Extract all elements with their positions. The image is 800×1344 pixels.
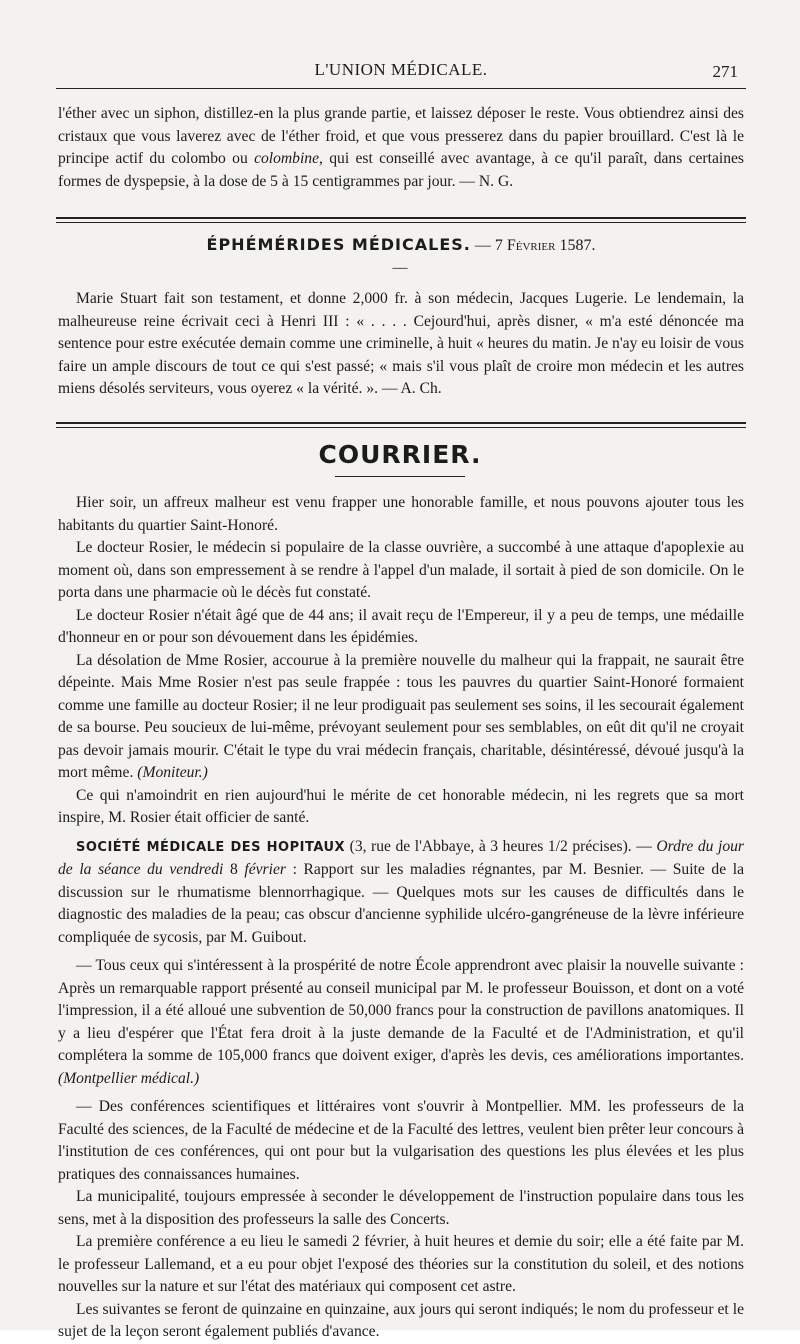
paragraph-10: La première conférence a eu lieu le samedi 2 février, à huit heures et demie du soir; elle a été faite par M. le professeur Lallemand, et a eu pour objet l'exposé des théories sur la constitution du soleil, et des notions nouvelles sur la nature et sur l'état des matériaux qui composent cet astre. [58, 1233, 744, 1295]
running-header [56, 58, 746, 82]
ephemerides-heading-dash: — 7 [470, 237, 507, 254]
paragraph-1: Hier soir, un affreux malheur est venu frapper une honorable famille, et nous pouvons ajouter tous les habitants du quartier Saint-Honoré. [58, 494, 744, 534]
intro-paragraph [58, 103, 744, 193]
paragraph-3: Le docteur Rosier n'était âgé que de 44 ans; il avait reçu de l'Empereur, il y a peu de temps, une médaille d'honneur en or pour son dévouement dans les épidémies. [58, 606, 744, 646]
order-of-day: Ordre du jour de la séance du vendredi [58, 837, 744, 878]
session-month: février [244, 861, 286, 878]
intro-text-1: l'éther avec un siphon, distillez-en la plus grande partie, et laissez déposer le reste. Vous obtiendrez ainsi des cristaux que vous laverez avec de l'éther froid, et que vous presserez dans du papier brouillard. C'est là le principe actif du colombo ou [58, 105, 744, 167]
section-divider-bottom [56, 222, 746, 223]
society-address: (3, rue de l'Abbaye, à 3 heures 1/2 précises). — [345, 837, 657, 855]
courrier-heading: COURRIER. [318, 440, 482, 469]
ephemerides-heading-year: 1587. [555, 237, 596, 254]
paragraph-11: Les suivantes se feront de quinzaine en quinzaine, aux jours qui seront indiqués; le nom du professeur et le sujet de la leçon seront également publiés d'avance. [58, 1300, 744, 1340]
courrier-body [58, 492, 744, 1344]
header-rule [56, 88, 746, 89]
ephemerides-text: Marie Stuart fait son testament, et donne 2,000 fr. à son médecin, Jacques Lugerie. Le lendemain, la malheureuse reine écrivait ceci à Henri III : « . . . . Cejourd'hui, après disner, « m'a esté dénoncée ma sentence pour estre exécutée demain comme une criminelle, à huit « heures du matin. Je n'ay eu loisir de vous faire un ample discours de tout ce qui s'est passé; « mais s'il vous plaît de croire mon médecin et les autres miens désolés serviteurs, vous oyerez « la vérité. ». — A. Ch. [58, 290, 744, 397]
paragraph-5: Ce qui n'amoindrit en rien aujourd'hui le mérite de cet honorable médecin, ni les regrets que sa mort inspire, M. Rosier était officier de santé. [58, 786, 744, 826]
society-name: SOCIÉTÉ MÉDICALE DES HOPITAUX [76, 839, 346, 855]
paragraph-4 [58, 650, 744, 785]
page-number: 271 [712, 62, 738, 81]
paragraph-9: La municipalité, toujours empressée à seconder le développement de l'instruction populaire dans tous les sens, met à la disposition des professeurs la salle des Concerts. [58, 1188, 744, 1228]
section-divider-top [56, 217, 746, 219]
intro-italic-term: colombine [254, 150, 320, 167]
ephemerides-separator: — [392, 260, 408, 276]
paragraph-2: Le docteur Rosier, le médecin si populaire de la classe ouvrière, a succombé à une attaque d'apoplexie au moment où, dans son empressement à se rendre à l'appel d'un malade, il sortait à pied de son domicile. On le porta dans une pharmacie où le décès fut constaté. [58, 539, 744, 601]
intro-text-2: , qui est conseillé avec avantage, à ce qu'il paraît, dans certaines formes de dyspepsie, à la dose de 5 à 15 centigrammes par jour. — N. G. [58, 150, 744, 190]
courrier-heading-underline [335, 476, 465, 477]
paragraph-7-source: (Montpellier médical.) [58, 1069, 200, 1087]
ephemerides-heading [58, 235, 744, 255]
paragraph-6 [58, 836, 744, 950]
ephemerides-title: ÉPHÉMÉRIDES MÉDICALES. [206, 235, 471, 254]
running-title: L'UNION MÉDICALE. [314, 60, 488, 79]
paragraph-4-text: La désolation de Mme Rosier, accourue à la première nouvelle du malheur qui la frappait, ne saurait être dépeinte. Mais Mme Rosier n'est pas seule frappée : tous les pauvres du quartier Saint-Honoré formaient comme une famille au docteur Rosier; il ne leur prodiguait pas seulement ses soins, il les secourait également de sa bourse. Peu soucieux de lui-même, prévoyant seulement pour ses semblables, on eût dit qu'il ne croyait pas devoir jamais mourir. C'était le type du vrai médecin français, charitable, désintéressé, dévoué jusqu'à la mort même. [58, 651, 744, 781]
paragraph-7 [58, 955, 744, 1090]
paragraph-8: — Des conférences scientifiques et littéraires vont s'ouvrir à Montpellier. MM. les professeurs de la Faculté des sciences, de la Faculté de médecine et de la Faculté des lettres, veulent bien prêter leur concours à l'institution de ces conférences, qui ont pour but la vulgarisation des questions les plus élevées et les plus pratiques des connaissances humaines. [58, 1098, 744, 1183]
courrier-divider-top [56, 422, 746, 424]
courrier-divider-bottom [56, 427, 746, 428]
paragraph-7-text: — Tous ceux qui s'intéressent à la prospérité de notre École apprendront avec plaisir la nouvelle suivante : Après un remarquable rapport présenté au conseil municipal par M. le professeur Bouisson, et dont on a voté l'impression, il a été alloué une subvention de 50,000 francs pour la construction de pavillons anatomiques. Il y a lieu d'espérer que l'État fera droit à la juste demande de la Faculté et de l'Administration, et qu'il complétera la somme de 105,000 francs que doivent exiger, d'après les devis, ces améliorations importantes. [58, 957, 744, 1064]
ephemerides-heading-month: Février [506, 237, 556, 254]
paragraph-4-source: (Moniteur.) [137, 764, 208, 781]
session-date: 8 [223, 861, 245, 878]
session-agenda: : Rapport sur les maladies régnantes, par M. Besnier. — Suite de la discussion sur le rhumatisme blennorrhagique. — Quelques mots sur les causes de difficultés dans le diagnostic des maladies de la peau; cas obscur d'ancienne syphilide ulcéro-gangréneuse de la lèvre inférieure compliquée de sycosis, par M. Guibout. [58, 861, 745, 946]
